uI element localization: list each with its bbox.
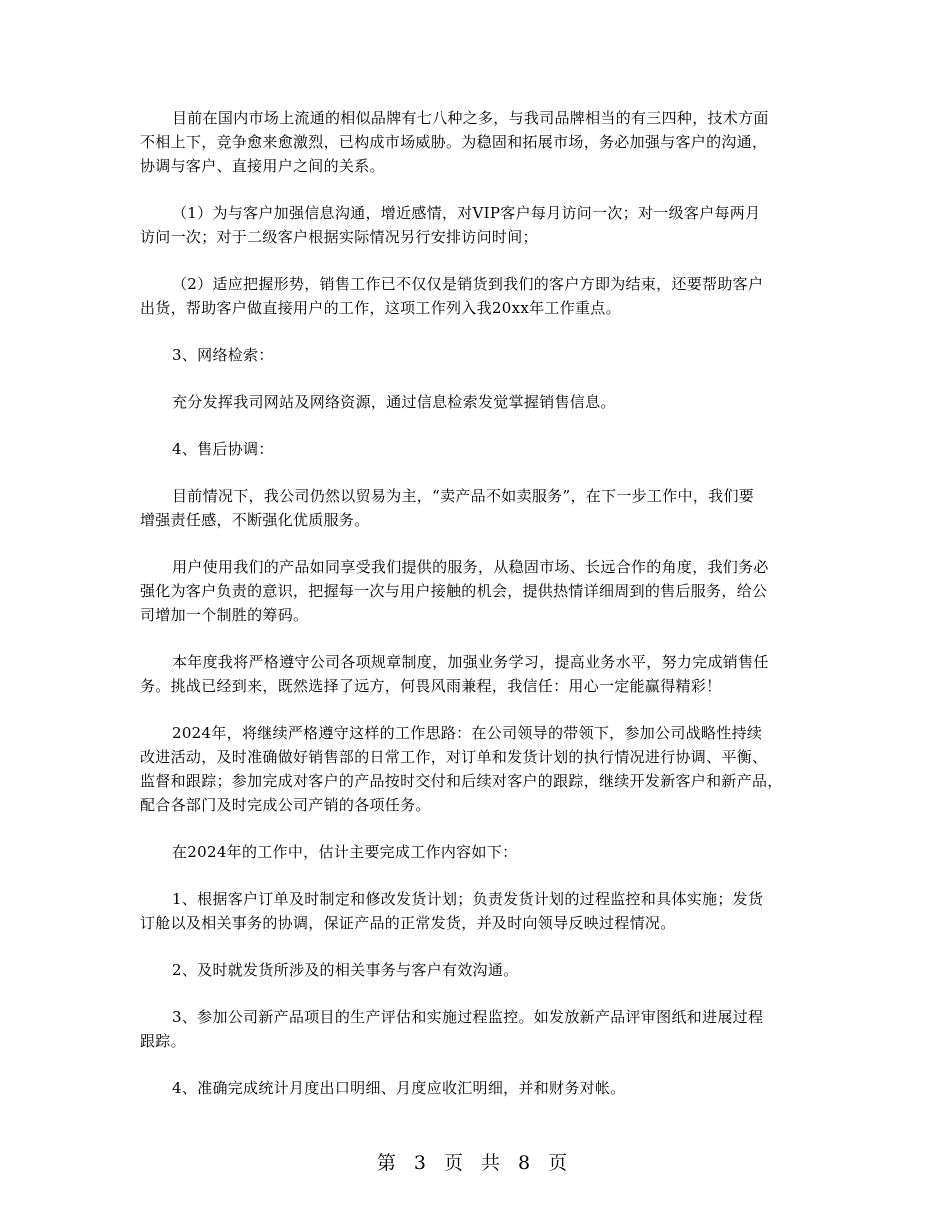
paragraph-line: 充分发挥我司网站及网络资源，通过信息检索发觉掌握销售信息。 [172, 393, 616, 411]
paragraph [140, 887, 820, 935]
paragraph [140, 343, 820, 367]
paragraph-line: 1、根据客户订单及时制定和修改发货计划；负责发货计划的过程监控和具体实施；发货 [172, 890, 764, 908]
paragraph [140, 650, 820, 698]
paragraph-line: 在2024年的工作中，估计主要完成工作内容如下： [172, 843, 518, 861]
paragraph-line: 3、参加公司新产品项目的生产评估和实施过程监控。如发放新产品评审图纸和进展过程 [172, 1008, 764, 1026]
page-number-footer: 第 3 页 共 8 页 [376, 1152, 574, 1174]
paragraph-line: （1）为与客户加强信息沟通，增近感情，对VIP客户每月访问一次；对一级客户每两月 [172, 204, 761, 222]
paragraph-line: 协调与客户、直接用户之间的关系。 [140, 157, 385, 175]
paragraph-line: 配合各部门及时完成公司产销的各项任务。 [140, 796, 431, 814]
paragraph-line: 改进活动，及时准确做好销售部的日常工作，对订单和发货计划的执行情况进行协调、平衡、 [140, 748, 768, 766]
paragraph [140, 1076, 820, 1100]
paragraph-line: 4、准确完成统计月度出口明细、月度应收汇明细，并和财务对帐。 [172, 1079, 626, 1097]
paragraph-line: 目前在国内市场上流通的相似品牌有七八种之多，与我司品牌相当的有三四种，技术方面 [172, 109, 769, 127]
paragraph-line: 跟踪。 [140, 1032, 186, 1050]
paragraph-line: （2）适应把握形势，销售工作已不仅仅是销货到我们的客户方即为结束，还要帮助客户 [172, 275, 764, 293]
paragraph-line: 务。挑战已经到来，既然选择了远方，何畏风雨兼程，我信任：用心一定能赢得精彩！ [140, 677, 722, 695]
paragraph [140, 272, 820, 320]
paragraph [140, 1005, 820, 1053]
paragraph-line: 用户使用我们的产品如同享受我们提供的服务，从稳固市场、长远合作的角度，我们务必 [172, 558, 769, 576]
paragraph [140, 721, 820, 817]
paragraph [140, 484, 820, 532]
paragraph-line: 出货，帮助客户做直接用户的工作，这项工作列入我20xx年工作重点。 [140, 299, 621, 317]
paragraph-line: 增强责任感，不断强化优质服务。 [140, 511, 370, 529]
paragraph [140, 201, 820, 249]
paragraph [140, 106, 820, 178]
paragraph-line: 2024年，将继续严格遵守这样的工作思路：在公司领导的带领下，参加公司战略性持续 [172, 724, 763, 742]
paragraph-line: 本年度我将严格遵守公司各项规章制度，加强业务学习，提高业务水平，努力完成销售任 [172, 653, 769, 671]
paragraph-line: 订舱以及相关事务的协调，保证产品的正常发货，并及时向领导反映过程情况。 [140, 914, 676, 932]
paragraph [140, 437, 820, 461]
paragraph-line: 监督和跟踪；参加完成对客户的产品按时交付和后续对客户的跟踪，继续开发新客户和新产品， [140, 772, 783, 790]
document-body [140, 106, 820, 1123]
paragraph-line: 2、及时就发货所涉及的相关事务与客户有效沟通。 [172, 961, 519, 979]
paragraph-line: 3、网络检索： [172, 346, 274, 364]
paragraph [140, 390, 820, 414]
paragraph-line: 4、售后协调： [172, 440, 274, 458]
paragraph [140, 840, 820, 864]
paragraph-line: 不相上下，竞争愈来愈激烈，已构成市场威胁。为稳固和拓展市场，务必加强与客户的沟通， [140, 133, 768, 151]
paragraph [140, 555, 820, 627]
paragraph-line: 访问一次；对于二级客户根据实际情况另行安排访问时间； [140, 228, 538, 246]
paragraph-line: 目前情况下，我公司仍然以贸易为主，“卖产品不如卖服务”，在下一步工作中，我们要 [172, 487, 755, 505]
paragraph-line: 强化为客户负责的意识，把握每一次与用户接触的机会，提供热情详细周到的售后服务，给公 [140, 582, 768, 600]
paragraph-line: 司增加一个制胜的筹码。 [140, 606, 309, 624]
paragraph [140, 958, 820, 982]
